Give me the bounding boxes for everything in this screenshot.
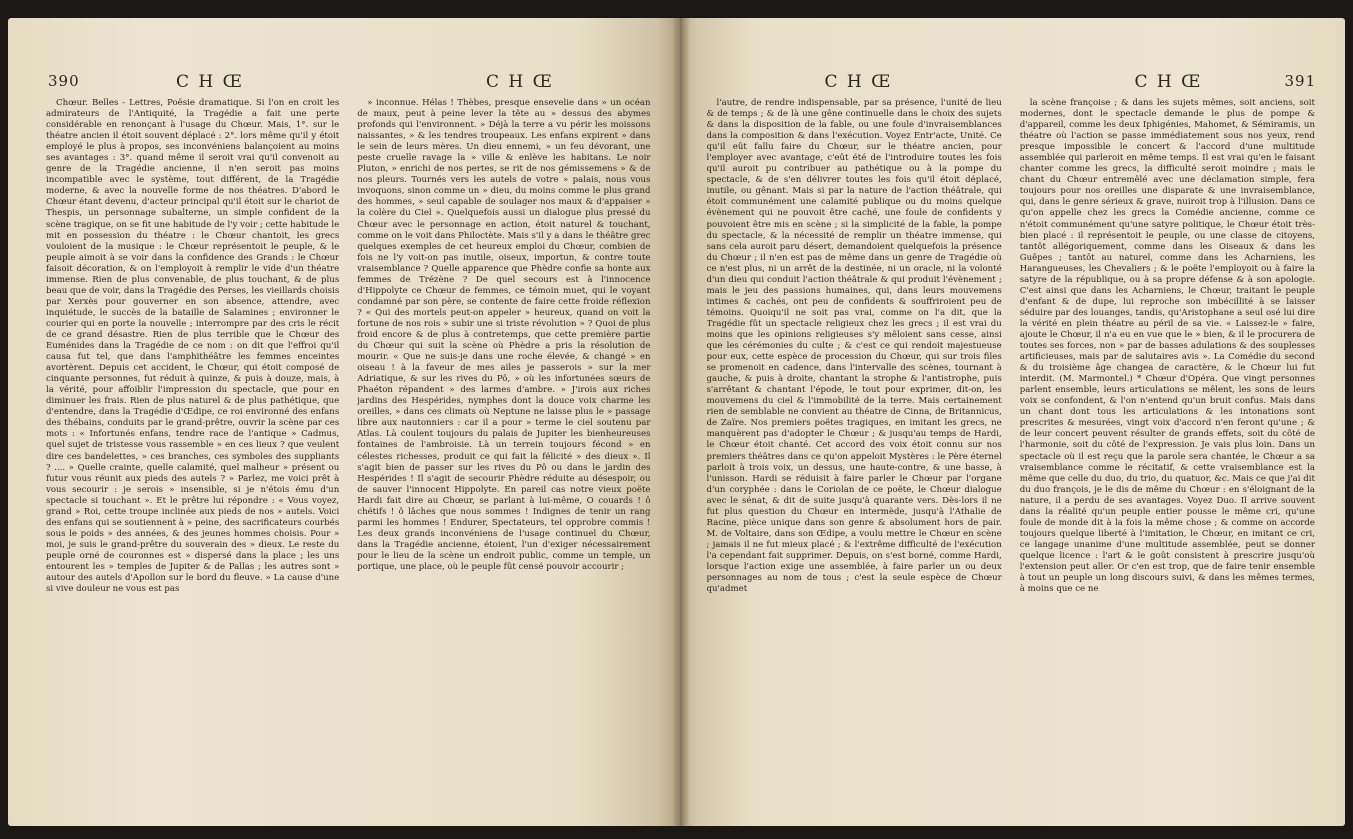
left-running-head-1: C H Œ	[176, 72, 244, 92]
right-running-head-1: C H Œ	[824, 72, 893, 92]
right-running-head-2: C H Œ	[1134, 72, 1203, 92]
left-page-number: 390	[48, 72, 80, 90]
left-column-1-text: Chœur. Belles - Lettres, Poësie dramatique. Si l'on en croit les admirateurs de l'Antiquité, la Tragédie a fait une perte considérable en renonçant à l'usage du Chœur. Mais, 1°. sur le théatre ancien il étoit souvent déplacé : 2°. lors même qu'il y étoit employé le plus à propos, ses inconvéniens balançoient au moins ses avantages : 3°. quand même il seroit vrai qu'il convenoit au genre de la Tragédie ancienne, il n'en seroit pas moins incompatible avec le système, tout différent, de la Tragédie moderne, & avec la nouvelle forme de nos théatres. D'abord le Chœur étant devenu, d'acteur principal qu'il étoit sur le chariot de Thespis, un personnage subalterne, un simple confident de la scène tragique, on se fit une habitude de l'y voir ; cette habitude le mit en possession du théatre : le Chœur chantoit, les grecs vouloient de la musique : le Chœur représentoit le peuple, & le peuple aimoit à se voir dans la confidence des Grands : le Chœur faisoit décoration, & on l'employoit à remplir le vide d'un théatre immense. Rien de plus convenable, de plus touchant, & de plus beau que de voir, dans la Tragédie des Perses, les vieillards choisis par Xerxès pour gouverner en son absence, attendre, avec inquiétude, le succès de la bataille de Salamines ; environner le courier qui en porte la nouvelle ; interrompre par des cris le récit de ce grand désastre. Rien de plus terrible que le Chœur des Euménides dans la Tragédie de ce nom : on dit que l'effroi qu'il causa fut tel, que dans l'amphithéâtre les femmes enceintes avortèrent. Depuis cet accident, le Chœur, qui étoit composé de cinquante personnes, fut réduit à quinze, & puis à douze, mais, à la vérité, pour affoiblir l'impression du spectacle, que pour en diminuer les frais. Rien de plus naturel & de plus pathétique, que d'entendre, dans la Tragédie d'Œdipe, ce roi environné des enfans des thébains, conduits par le grand-prêtre, ouvrir la scène par ces mots : « Infortunés enfans, tendre race de l'antique » Cadmus, quel sujet de tristesse vous rassemble » en ces lieux ? que veulent dire ces bandelettes, » ces branches, ces symboles des suppliants ? .... » Quelle crainte, quelle calamité, quel malheur » présent ou futur vous réunit aux pieds des autels ? » Parlez, me voici prêt à vous secourir : je serois » insensible, si je n'étois ému d'un spectacle si touchant ». Et le prêtre lui répondre : « Vous voyez, grand » Roi, cette troupe inclinée aux pieds de nos » autels. Voici des enfans qui se soutiennent à » peine, des sacrificateurs courbés sous le poids » des années, & des jeunes hommes choisis. Pour » moi, je suis le grand-prêtre du souverain des » dieux. Le reste du peuple orné de couronnes est » dispersé dans la place ; les uns entourent les » temples de Jupiter & de Pallas ; les autres sont » autour des autels d'Apollon sur le bord du fleuve. » La cause d'une si vive douleur ne vous est pas	[46, 98, 340, 595]
right-page-number: 391	[1284, 72, 1317, 90]
right-column-2-text: la scène françoise ; & dans les sujets mêmes, soit anciens, soit modernes, dont le spectacle demande le plus de pompe & d'appareil, comme les deux Iphigénies, Mahomet, & Sémiramis, un théatre où l'action se passe immédiatement sous nos yeux, rend presque impossible le concert & l'accord d'une multitude assemblée qui parleroit en même temps. Il est vrai qu'en le faisant chanter comme les grecs, la difficulté seroit moindre ; mais le chant du Chœur entremêlé avec une déclamation simple, fera toujours pour nos oreilles une disparate & une invraisemblance, qui, dans le genre sérieux & grave, nuiroit trop à l'illusion. Dans ce qu'on appelle chez les grecs la Comédie ancienne, comme ce n'étoit communément qu'une satyre politique, le Chœur étoit très-bien placé : il représentoit le peuple, ou une classe de citoyens, tantôt allégoriquement, comme dans les Oiseaux & dans les Guêpes ; tantôt au naturel, comme dans les Acharniens, les Harangueuses, les Chevaliers ; & le poëte l'employoit ou à faire la satyre de la république, ou à sa propre défense & à son apologie. C'est ainsi que dans les Acharniens, le Chœur, traitant le peuple d'enfant & de dupe, lui reproche son imbécillité à se laisser séduire par des louanges, tandis, qu'Aristophane a seul osé lui dire la vérité en plein théatre au péril de sa vie. « Laissez-le » faire, ajoute le Chœur, il n'a eu en vue que le » bien, & il le procurera de toutes ses forces, non » par de basses adulations & des souplesses artificieuses, mais par de salutaires avis ». La Comédie du second & du troisième âge changea de caractère, & le Chœur lui fut interdit. (M. Marmontel.) * Chœur d'Opéra. Que vingt personnes parlent ensemble, leurs articulations se mêlent, les sons de leurs voix se confondent, & l'on n'entend qu'un bruit confus. Mais dans un chant dont tous les articulations & les intonations sont prescrites & mesurées, vingt voix d'accord n'en feront qu'une ; & de leur concert peuvent résulter de grands effets, soit du côté de l'harmonie, soit du côté de l'expression. Je vais plus loin. Dans un spectacle où il est reçu que la parole sera chantée, le Chœur a sa vraisemblance comme le récitatif, & cette vraisemblance est la même que celle du duo, du trio, du quatuor, &c. Mais ce que j'ai dit du duo françois, je le dis de même du Chœur : en s'éloignant de la nature, il a perdu de ses avantages. Voyez Duo. Il arrive souvent dans la réalité qu'un peuple entier pousse le même cri, qu'une foule de monde dit à la fois la même chose ; & comme on accorde toujours quelque liberté à l'imitation, le Chœur, en imitant ce cri, ce langage unanime d'une multitude assemblée, peut se donner quelque licence : l'art & le goût consistent à prescrire jusqu'où l'extension peut aller. Or c'en est trop, que de faire tenir ensemble à tout un peuple un long discours suivi, & dans les mêmes termes, à moins que ce ne	[1019, 98, 1315, 595]
left-columns	[46, 98, 651, 806]
right-column-1-text: l'autre, de rendre indispensable, par sa présence, l'unité de lieu & de temps ; & de là une gêne continuelle dans le choix des sujets & dans la disposition de la fable, ou une foule d'invraisemblances dans la composition & dans l'exécution. Voyez Entr'acte, Unité. Ce qu'il eût fallu faire du Chœur, sur le théatre ancien, pour l'employer avec avantage, c'eût été de l'introduire toutes les fois qu'il auroit pu contribuer au pathétique ou à la pompe du spectacle, & de s'en délivrer toutes les fois qu'il étoit déplacé, inutile, ou gênant. Mais si par la nature de l'action théâtrale, qui étoit communément une calamité publique ou du moins quelque évènement qui ne pouvoit être caché, une foule de confidents y pouvoient être mis en scène ; si la simplicité de la fable, la pompe du spectacle, & la nécessité de remplir un théatre immense, qui sans cela auroit paru désert, demandoient quelquefois la présence du Chœur ; il n'en est pas de même dans un genre de Tragédie où ce n'est plus, ni un arrêt de la destinée, ni un oracle, ni la volonté d'un dieu qui conduit l'action théâtrale & qui produit l'évènement ; mais le jeu des passions humaines, qui, dans leurs mouvemens intimes & cachés, ont peu de confidents & souffriroient peu de témoins. Quoiqu'il ne soit pas vrai, comme on l'a dit, que la Tragédie fût un spectacle religieux chez les grecs ; il est vrai du moins que les opinions religieuses s'y mêloient sans cesse, ainsi que les cérémonies du culte ; & c'est ce qui rendoit majestueuse pour eux, cette espèce de procession du Chœur, qui sur trois files se promenoit en cadence, dans l'intervalle des scènes, tournant à gauche, & puis à droite, chantant la strophe & l'antistrophe, puis s'arrêtant & chantant l'épode, le tout pour exprimer, dit-on, les mouvemens du ciel & l'immobilité de la terre. Mais certainement rien de semblable ne convient au théatre de Cinna, de Britannicus, de Zaïre. Nos premiers poëtes tragiques, en imitant les grecs, ne manquèrent pas d'adopter le Chœur ; & jusqu'au temps de Hardi, le Chœur étoit chanté. Cet accord des voix étoit connu sur nos premiers théâtres dans ce qu'on appeloit Mystères : le Père éternel parloit à trois voix, un dessus, une haute-contre, & une basse, à l'unisson. Hardi se réduisit à faire parler le Chœur par l'organe d'un coryphée : dans le Coriolan de ce poëte, le Chœur dialogue avec le sénat, & dit de suite jusqu'à quarante vers. Dès-lors il ne fut plus question du Chœur en intermède, jusqu'à l'Athalie de Racine, pièce unique dans son genre & absolument hors de pair. M. de Voltaire, dans son Œdipe, a voulu mettre le Chœur en scène ; jamais il ne fut mieux placé ; & l'extrême difficulté de l'exécution l'a cependant fait supprimer. Depuis, on s'est borné, comme Hardi, lorsque l'action exige une assemblée, à faire parler un ou deux personnages au nom de tous ; c'est la seule espèce de Chœur qu'admet	[706, 98, 1002, 595]
right-page	[677, 18, 1346, 826]
left-column-2	[357, 98, 650, 806]
left-column-2-text: » inconnue. Hélas ! Thèbes, presque ensevelie dans » un océan de maux, peut à peine lever la tête au » dessus des abymes profonds qui l'environnent. » Déjà la terre a vu périr les moissons naissantes, » & les tendres troupeaux. Les enfans expirent » dans le sein de leurs mères. Un dieu ennemi, » un feu dévorant, une peste cruelle ravage la » ville & enlève les habitans. Le noir Pluton, » enrichi de nos pertes, se rit de nos gémissemens » & de nos pleurs. Tournés vers les autels de votre » palais, nous vous invoquons, sinon comme un » dieu, du moins comme le plus grand des hommes, » seul capable de soulager nos maux & d'appaiser » la colère du Ciel ». Quelquefois aussi un dialogue plus pressé du Chœur avec le personnage en action, étoit naturel & touchant, comme on le voit dans Philoctète. Mais s'il y a dans le théâtre grec quelques exemples de cet heureux emploi du Chœur, combien de fois ne l'y voit-on pas inutile, oiseux, importun, & contre toute vraisemblance ? Quelle apparence que Phèdre confie sa honte aux femmes de Trézène ? De quel secours est à l'innocence d'Hippolyte ce Chœur de femmes, ce témoin muet, qui le voyant condamné par son père, se contente de faire cette froide réflexion ? « Qui des mortels peut-on appeler » heureux, quand on voit la fortune de nos rois » subir une si triste révolution » ? Quoi de plus froid encore & de plus à contretemps, que cette première partie du Chœur qui suit la scène où Phèdre a pris la résolution de mourir. « Que ne suis-je dans une roche élevée, & changé » en oiseau ! à la faveur de mes ailes je passerois » sur la mer Adriatique, & sur les rives du Pô, » où les infortunées sœurs de Phaéton répandent » des larmes d'ambre. » J'irois aux riches jardins des Hespérides, nymphes dont la douce voix charme les oreilles, » dans ces climats où Neptune ne laisse plus le » passage libre aux nautonniers : car il a pour » terme le ciel soutenu par Atlas. Là coulent toujours du palais de Jupiter les bienheureuses fontaines de l'ambroisie. Là un terrein toujours fécond » en célestes richesses, produit ce qui fait la félicité » des dieux ». Il s'agit bien de passer sur les rives du Pô ou dans le jardin des Hespérides ! Il s'agit de secourir Phèdre réduite au désespoir, ou de sauver l'innocent Hippolyte. En pareil cas notre vieux poëte Hardi fait dire au Chœur, se parlant à lui-même, O couards ! ô chétifs ! ô lâches que nous sommes ! Indignes de tenir un rang parmi les hommes ! Endurer, Spectateurs, tel opprobre commis ! Les deux grands inconvéniens de l'usage continuel du Chœur, dans la Tragédie ancienne, étoient, l'un d'exiger nécessairement pour le lieu de la scène un endroit public, comme un temple, un portique, une place, où le peuple fût censé pouvoir accourir ;	[357, 98, 651, 572]
book-gutter	[672, 18, 690, 826]
right-running-head	[677, 72, 1346, 94]
left-column-1	[46, 98, 339, 806]
right-column-1	[707, 98, 1002, 806]
left-page	[8, 18, 677, 826]
left-running-head-2: C H Œ	[486, 72, 554, 92]
right-columns	[707, 98, 1316, 806]
right-column-2	[1020, 98, 1315, 806]
left-running-head	[8, 72, 677, 94]
